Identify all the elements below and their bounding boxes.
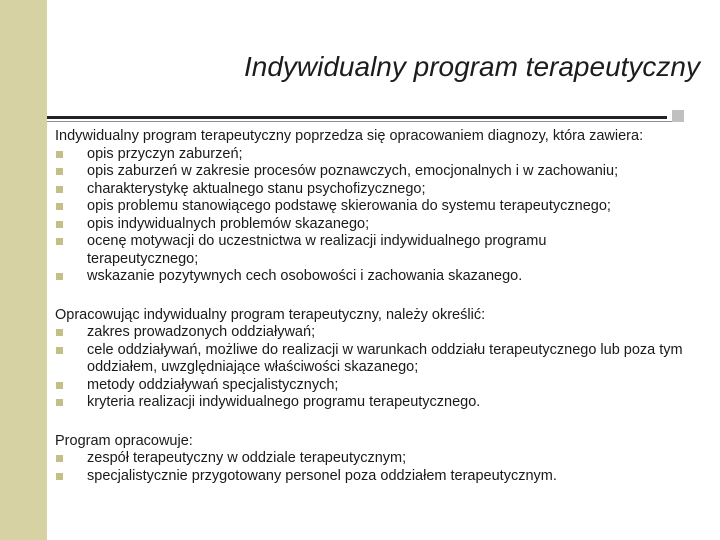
- square-bullet-icon: [56, 347, 63, 354]
- section3-list: [55, 450, 695, 485]
- section2-list: [55, 324, 695, 412]
- list-item: opis przyczyn zaburzeń;: [55, 146, 695, 164]
- section1-list: [55, 146, 695, 286]
- list-item: opis zaburzeń w zakresie procesów poznawczych, emocjonalnych i w zachowaniu;: [55, 163, 695, 181]
- square-bullet-icon: [56, 203, 63, 210]
- square-bullet-icon: [56, 399, 63, 406]
- slide-body: [55, 128, 695, 485]
- square-bullet-icon: [56, 238, 63, 245]
- square-bullet-icon: [56, 382, 63, 389]
- list-item: specjalistycznie przygotowany personel poza oddziałem terapeutycznym.: [55, 468, 695, 486]
- slide-title: Indywidualny program terapeutyczny: [243, 51, 700, 82]
- list-item: cele oddziaływań, możliwe do realizacji w warunkach oddziału terapeutycznego lub poza tym oddziałem, uwzględniające właściwości skazanego;: [55, 342, 695, 377]
- list-item: opis problemu stanowiącego podstawę skierowania do systemu terapeutycznego;: [55, 198, 695, 216]
- section3-intro: Program opracowuje:: [55, 432, 193, 449]
- square-bullet-icon: [56, 329, 63, 336]
- list-item: zakres prowadzonych oddziaływań;: [55, 324, 695, 342]
- list-item: kryteria realizacji indywidualnego programu terapeutycznego.: [55, 394, 695, 412]
- left-decorative-band: [0, 0, 47, 540]
- square-bullet-icon: [56, 455, 63, 462]
- list-item: charakterystykę aktualnego stanu psychofizycznego;: [55, 181, 695, 199]
- square-bullet-icon: [56, 221, 63, 228]
- square-bullet-icon: [56, 151, 63, 158]
- section2-intro: Opracowując indywidualny program terapeutyczny, należy określić:: [55, 306, 486, 323]
- list-item: zespół terapeutyczny w oddziale terapeutycznym;: [55, 450, 695, 468]
- list-item: metody oddziaływań specjalistycznych;: [55, 377, 695, 395]
- divider-end-block: [672, 110, 684, 122]
- section1-intro: Indywidualny program terapeutyczny poprzedza się opracowaniem diagnozy, która zawiera:: [55, 128, 644, 144]
- square-bullet-icon: [56, 168, 63, 175]
- square-bullet-icon: [56, 273, 63, 280]
- list-item: wskazanie pozytywnych cech osobowości i zachowania skazanego.: [55, 268, 695, 286]
- title-divider-shadow: [47, 121, 684, 122]
- square-bullet-icon: [56, 186, 63, 193]
- square-bullet-icon: [56, 473, 63, 480]
- title-divider: [47, 116, 667, 119]
- list-item: opis indywidualnych problemów skazanego;: [55, 216, 695, 234]
- list-item: ocenę motywacji do uczestnictwa w realizacji indywidualnego programu terapeutycznego;: [55, 233, 695, 268]
